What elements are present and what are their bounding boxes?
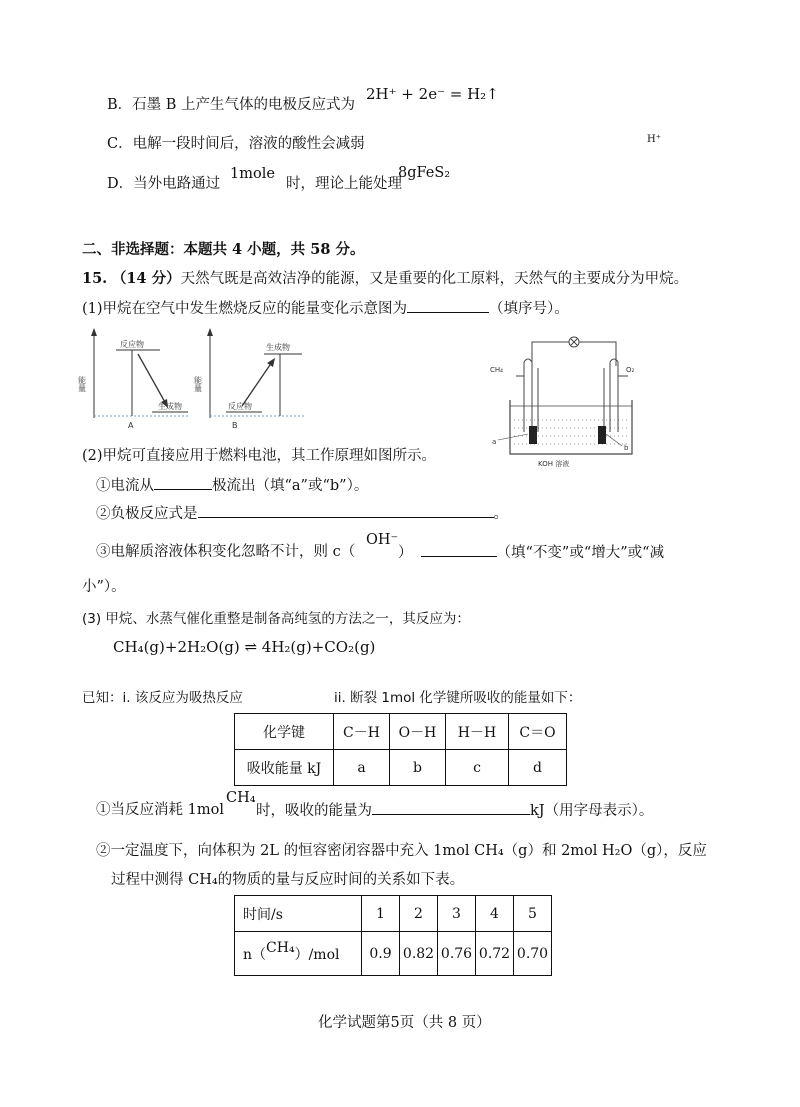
time-table-row-label (235, 932, 362, 976)
q15-part2-2 (96, 503, 508, 524)
oh-label: OH⁻ (366, 532, 399, 548)
q15-part3-1-mid: 时，吸收的能量为 (256, 803, 372, 819)
option-b-text: B．石墨 B 上产生气体的电极反应式为 (107, 97, 356, 113)
time-table-cell: 0.72 (476, 932, 514, 976)
q15-part2-1-text: ①电流从 (96, 478, 154, 494)
time-table-header-cell: 1 (362, 896, 400, 932)
bond-table-cell: d (509, 750, 567, 786)
close-paren: ） (398, 545, 413, 561)
answer-blank-2-1[interactable] (154, 475, 212, 490)
q15-part2-2-tail: 。 (493, 506, 508, 522)
q15-part3-1 (96, 800, 224, 820)
option-d-a: D．当外电路通过 (107, 176, 221, 192)
q15-stem: 天然气既是高效洁净的能源，又是重要的化工原料，天然气的主要成分为甲烷。 (180, 271, 689, 287)
q15-part2-3-close (398, 542, 664, 563)
bond-table-cell: a (334, 750, 390, 786)
diagram-b-label: B (232, 421, 238, 430)
time-table-cell: 0.82 (400, 932, 438, 976)
q15-part2-1-tail: 极流出（填“a”或“b”）。 (212, 478, 369, 494)
energy-diagram-a (77, 326, 190, 432)
q15-score: （14 分） (111, 270, 181, 287)
option-b (107, 95, 355, 115)
bond-table-header-cell: C＝O (509, 714, 567, 750)
section-heading: 二、非选择题：本题共 4 小题，共 58 分。 (82, 241, 365, 258)
q15-part3-1-text: ①当反应消耗 1mol (96, 802, 224, 818)
gas-label-o2: O₂ (626, 366, 635, 374)
known-i: 已知：i. 该反应为吸热反应 (82, 690, 243, 706)
q15-part1-tail: （填序号）。 (489, 301, 569, 317)
time-table-cell: 0.70 (514, 932, 552, 976)
q15-part2-3-end: 小”）。 (82, 579, 126, 595)
reaction-equation: CH₄(g)+2H₂O(g) ⇌ 4H₂(g)+CO₂(g) (113, 638, 376, 656)
time-table-header-row (235, 896, 552, 932)
option-c: C．电解一段时间后，溶液的酸性会减弱 (107, 136, 365, 152)
q15-number: 15. (82, 270, 108, 287)
electrode-label-a: a (492, 438, 497, 446)
time-table-header-cell: 5 (514, 896, 552, 932)
bond-table-cell: 吸收能量 kJ (235, 750, 334, 786)
q15-stem-line (82, 269, 688, 289)
bond-table-header-cell: C－H (334, 714, 390, 750)
answer-blank-2-2[interactable] (198, 503, 494, 518)
solution-label: KOH 溶液 (538, 460, 570, 468)
option-d-formula: 8gFeS₂ (398, 165, 451, 181)
q15-part1-text: (1)甲烷在空气中发生燃烧反应的能量变化示意图为 (82, 301, 408, 317)
known-ii: ii. 断裂 1mol 化学键所吸收的能量如下： (334, 690, 582, 706)
row-label-b: ）/mol (294, 946, 340, 963)
diagram-a-label: A (128, 421, 134, 430)
time-table-cell: 0.9 (362, 932, 400, 976)
diagram-a-bottom-label: 生成物 (158, 402, 182, 411)
bond-table-cell: b (390, 750, 446, 786)
bond-table-cell: c (446, 750, 509, 786)
ch4-label: CH₄ (226, 790, 256, 806)
q15-part3-2-line1: ②一定温度下，向体积为 2L 的恒容密闭容器中充入 1mol CH₄（g）和 2mol H₂O（g），反应 (96, 843, 707, 859)
bond-table-row (235, 750, 567, 786)
q15-part3-1-tail: kJ（用字母表示）。 (530, 803, 654, 819)
page-footer: 化学试题第5页（共 8 页） (318, 1015, 491, 1031)
q15-part3-1-cont (256, 800, 653, 821)
bond-table-header-cell: O－H (390, 714, 446, 750)
time-table (234, 895, 552, 976)
time-table-header-cell: 3 (438, 896, 476, 932)
answer-blank-2-3[interactable] (421, 542, 497, 557)
bond-table-header-cell: 化学键 (235, 714, 334, 750)
answer-blank-1[interactable] (407, 298, 489, 313)
time-table-row (235, 932, 552, 976)
energy-diagram-b (193, 326, 306, 432)
diagram-b-ylabel: 能量 (193, 376, 203, 392)
row-label-a: n（ (243, 946, 267, 963)
electrode-label-b: b (624, 444, 629, 452)
option-d-b: 时，理论上能处理 (286, 176, 402, 192)
q15-part2-1 (96, 475, 368, 496)
option-d-mole: 1mole (230, 166, 275, 182)
q15-part2: (2)甲烷可直接应用于燃料电池，其工作原理如图所示。 (82, 448, 437, 464)
time-table-header-cell: 时间/s (235, 896, 362, 932)
answer-blank-3-1[interactable] (372, 800, 530, 815)
time-table-header-cell: 2 (400, 896, 438, 932)
time-table-header-cell: 4 (476, 896, 514, 932)
q15-part2-3 (96, 542, 355, 562)
bond-table-header-cell: H－H (446, 714, 509, 750)
diagram-b-top-label: 生成物 (266, 343, 290, 352)
gas-label-ch4: CH₄ (490, 366, 503, 374)
fuel-cell-diagram (486, 328, 640, 470)
q15-part2-3-options: （填“不变”或“增大”或“减 (496, 545, 665, 561)
q15-part2-2-text: ②负极反应式是 (96, 506, 198, 522)
q15-part2-3-text: ③电解质溶液体积变化忽略不计，则 c（ (96, 544, 356, 560)
q15-part1 (82, 298, 569, 319)
q15-part3-2-line2: 过程中测得 CH₄的物质的量与反应时间的关系如下表。 (111, 872, 465, 888)
bond-table-header-row (235, 714, 567, 750)
time-table-cell: 0.76 (438, 932, 476, 976)
row-label-ch4: CH₄ (266, 939, 295, 956)
bond-energy-table (234, 713, 567, 786)
option-b-formula: 2H⁺ + 2e⁻ = H₂↑ (366, 85, 499, 103)
diagram-a-ylabel: 能量 (77, 376, 87, 392)
diagram-a-top-label: 反应物 (120, 340, 144, 349)
diagram-b-bottom-label: 反应物 (228, 402, 252, 411)
stray-h-plus: H⁺ (647, 134, 661, 145)
q15-part3: (3) 甲烷、水蒸气催化重整是制备高纯氢的方法之一，其反应为： (82, 611, 470, 627)
